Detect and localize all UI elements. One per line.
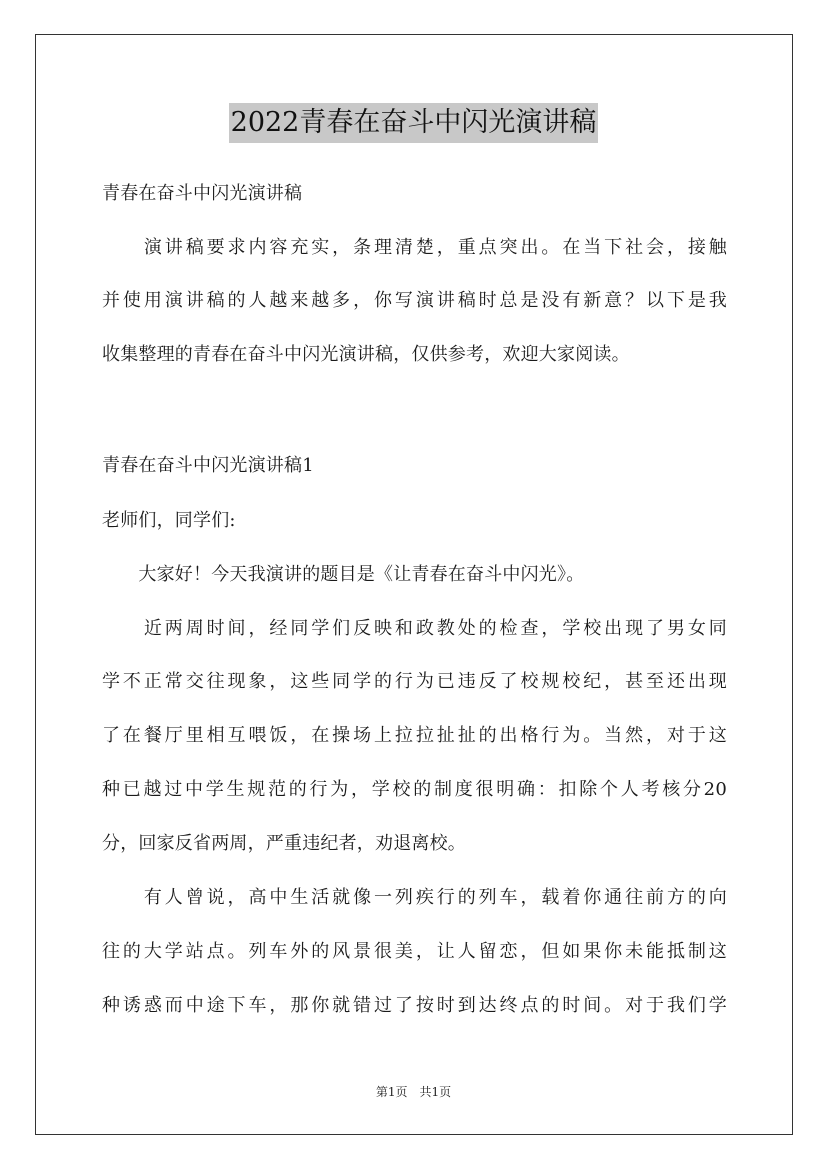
body-line: 了在餐厅里相互喂饭，在操场上拉拉扯扯的出格行为。当然，对于这 (102, 725, 727, 746)
body-line: 往的大学站点。列车外的风景很美，让人留恋，但如果你未能抵制这 (102, 941, 727, 962)
salutation: 老师们，同学们: (102, 510, 236, 531)
body-line: 大家好！今天我演讲的题目是《让青春在奋斗中闪光》。 (102, 564, 585, 585)
page-number-footer: 第1页 共1页 (375, 1085, 452, 1099)
body-line: 种诱惑而中途下车，那你就错过了按时到达终点的时间。对于我们学 (102, 995, 727, 1016)
section-heading: 青春在奋斗中闪光演讲稿1 (102, 455, 314, 476)
body-line: 近两周时间，经同学们反映和政教处的检查，学校出现了男女同 (102, 618, 727, 639)
body-line: 学不正常交往现象，这些同学的行为已违反了校规校纪，甚至还出现 (102, 671, 727, 692)
intro-line: 收集整理的青春在奋斗中闪光演讲稿，仅供参考，欢迎大家阅读。 (102, 344, 630, 365)
intro-line: 并使用演讲稿的人越来越多，你写演讲稿时总是没有新意？以下是我 (102, 290, 727, 311)
body-line: 有人曾说，高中生活就像一列疾行的列车，载着你通往前方的向 (102, 887, 727, 908)
subtitle: 青春在奋斗中闪光演讲稿 (102, 183, 303, 204)
title-container (0, 103, 827, 143)
body-line: 种已越过中学生规范的行为，学校的制度很明确：扣除个人考核分20 (102, 779, 727, 800)
document-title: 2022青春在奋斗中闪光演讲稿 (229, 103, 599, 143)
body-line: 分，回家反省两周，严重违纪者，劝退离校。 (102, 833, 466, 854)
intro-line: 演讲稿要求内容充实，条理清楚，重点突出。在当下社会，接触 (102, 237, 727, 258)
